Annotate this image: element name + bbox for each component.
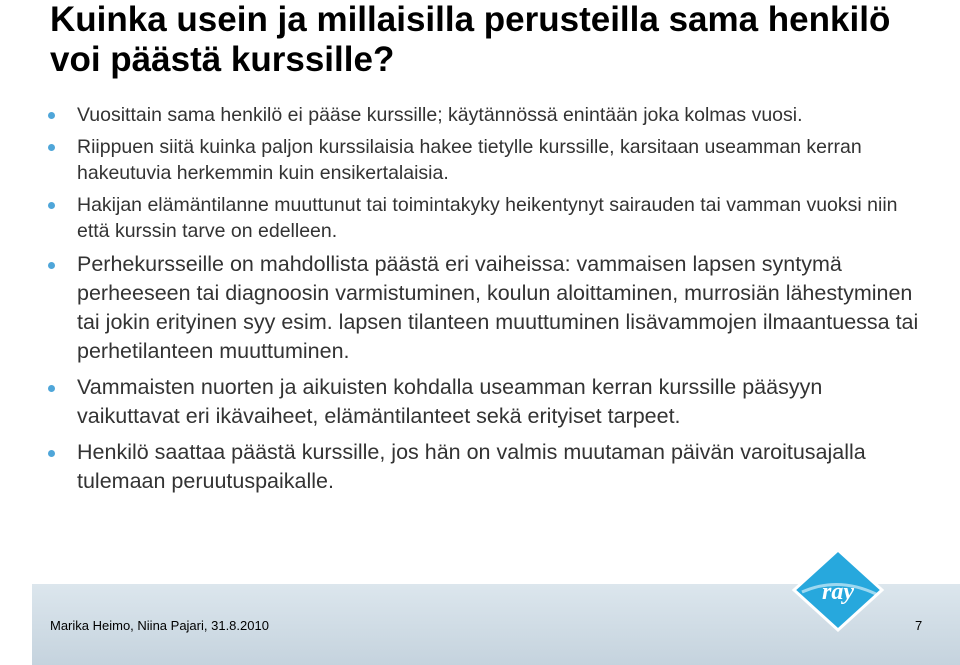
bullet-text: Hakijan elämäntilanne muuttunut tai toimintakyky heikentynyt sairauden tai vamman vuoksi niin että kurssin tarve on edelleen. [77,194,898,242]
page-number: 7 [915,618,923,633]
slide-title: Kuinka usein ja millaisilla perusteilla sama henkilö voi päästä kurssille? [50,0,891,79]
bullet-dot-icon [48,144,55,151]
bullet-item [48,373,928,431]
bullet-dot-icon [48,450,55,457]
footer-authors: Marika Heimo, Niina Pajari, 31.8.2010 [50,618,269,633]
bullet-list [48,102,928,496]
ray-logo [788,548,888,632]
bullet-dot-icon [48,202,55,209]
bullet-item [48,192,928,244]
bullet-text: Henkilö saattaa päästä kurssille, jos hän on valmis muutaman päivän varoitusajalla tulemaan peruutuspaikalle. [77,440,866,493]
bullet-dot-icon [48,112,55,119]
bullet-dot-icon [48,385,55,392]
bullet-item [48,250,928,366]
bullet-item [48,438,928,496]
bullet-item [48,134,928,186]
bullet-text: Vammaisten nuorten ja aikuisten kohdalla useamman kerran kurssille pääsyyn vaikuttavat eri ikävaiheet, elämäntilanteet sekä erityiset tarpeet. [77,375,823,428]
logo-text: ray [822,579,854,605]
bullet-text: Riippuen siitä kuinka paljon kurssilaisia hakee tietylle kurssille, karsitaan useamman kerran hakeutuvia herkemmin kuin ensikertalaisia. [77,136,862,184]
bullet-text: Perhekursseille on mahdollista päästä eri vaiheissa: vammaisen lapsen syntymä perheeseen tai diagnoosin varmistuminen, koulun aloittaminen, murrosiän lähestyminen tai jokin erityinen syy esim. lapsen tilanteen muuttuminen lisävammojen ilmaantuessa tai perhetilanteen muuttuminen. [77,252,919,363]
bullet-item [48,102,928,128]
bullet-dot-icon [48,262,55,269]
bullet-text: Vuosittain sama henkilö ei pääse kurssille; käytännössä enintään joka kolmas vuosi. [77,104,803,126]
